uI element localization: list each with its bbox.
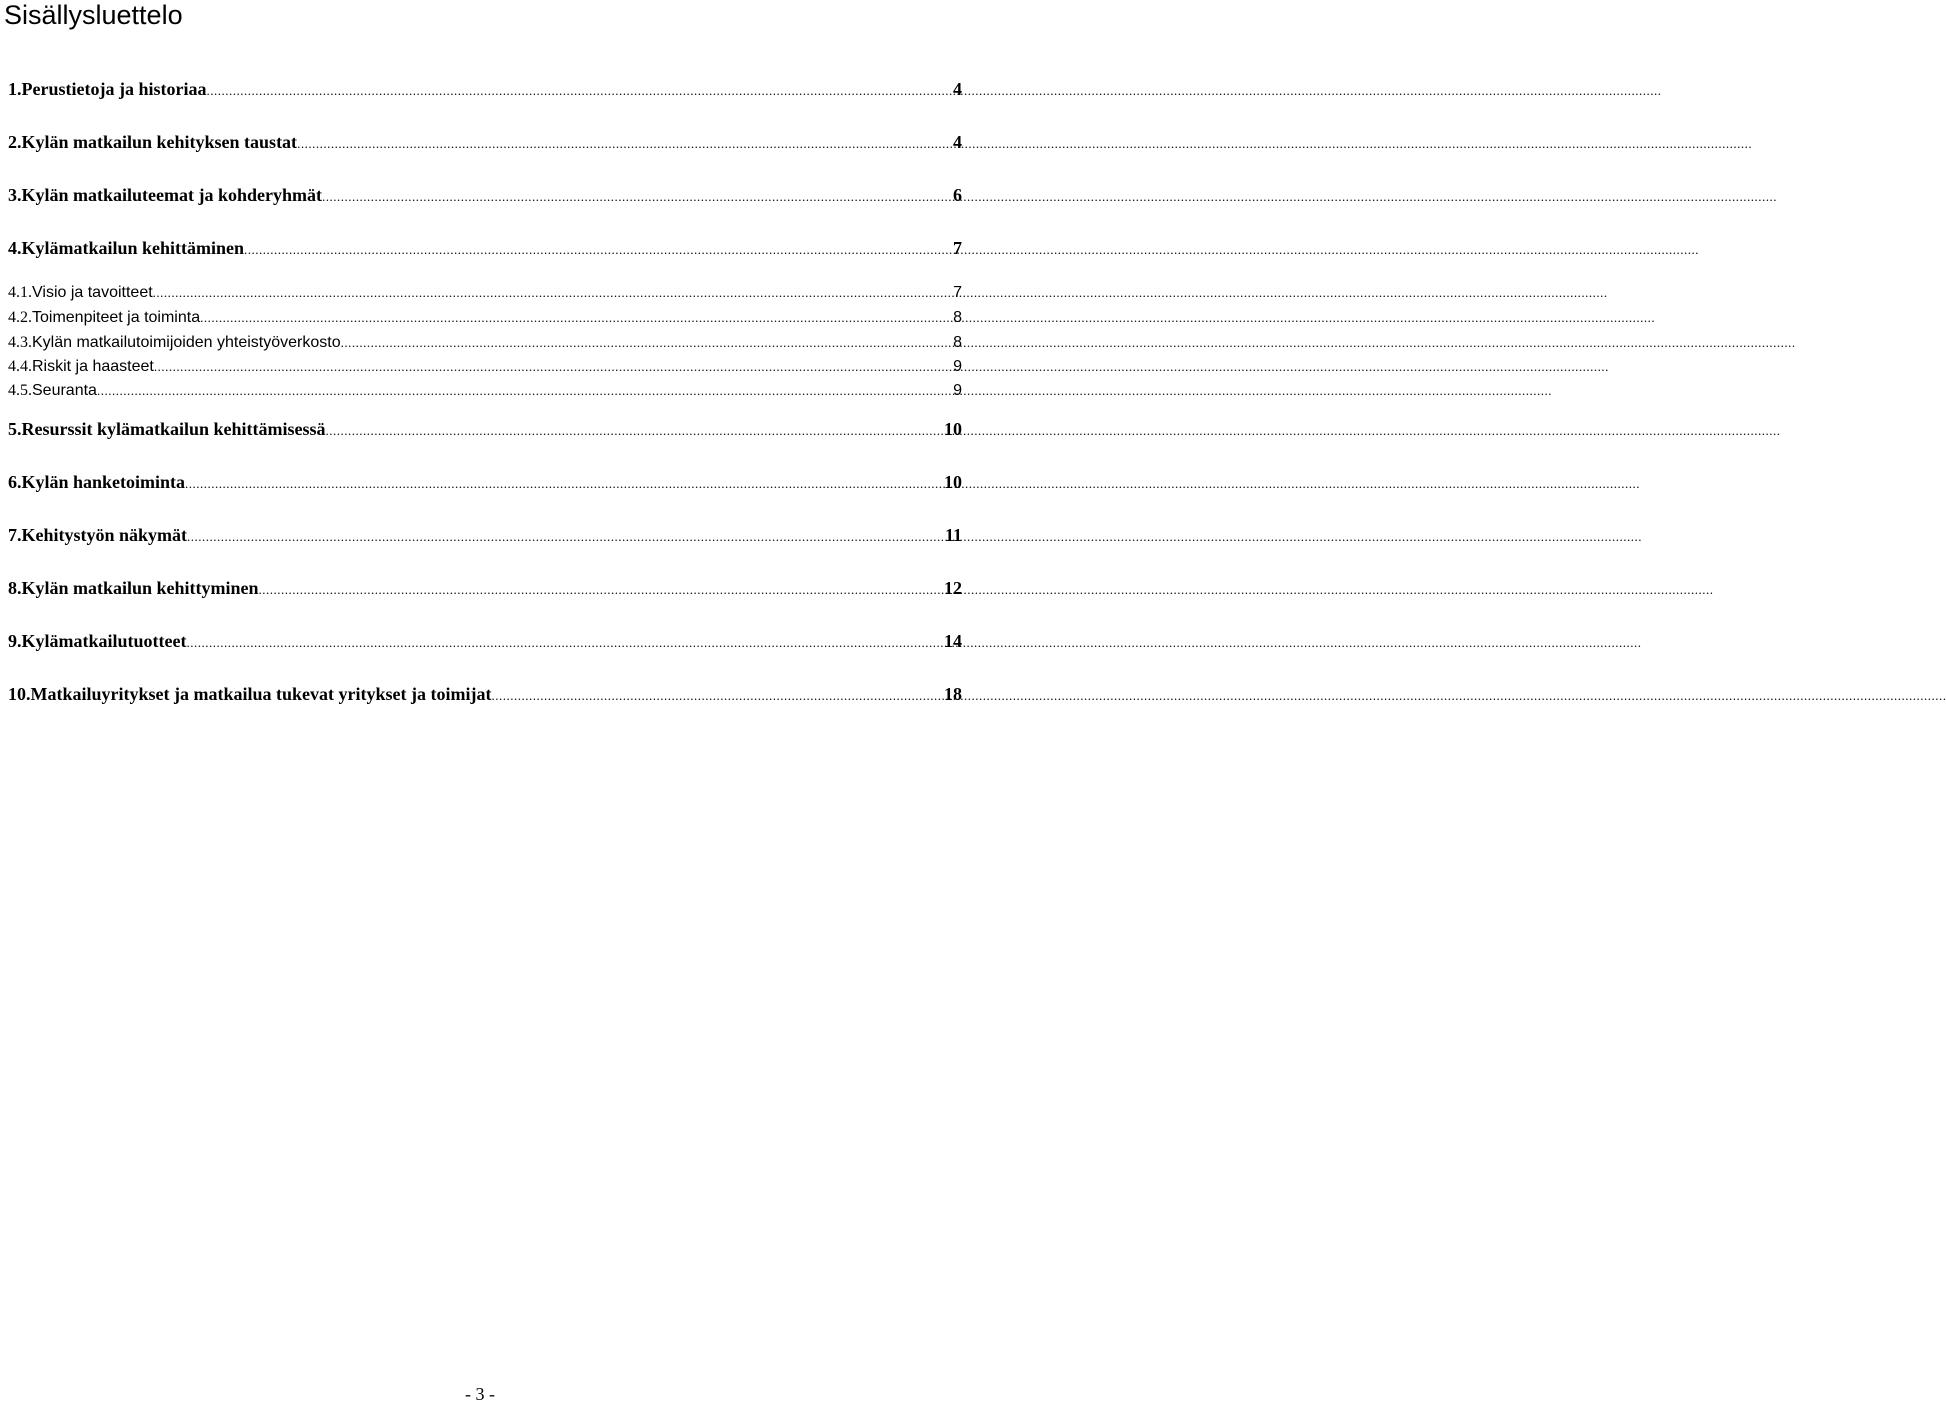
toc-entry-number: 10.: [8, 684, 31, 704]
toc-entry-text: Kylän matkailuteemat ja kohderyhmät: [21, 185, 322, 205]
toc-entry-4[interactable]: [8, 237, 962, 261]
toc-dot-leader: [244, 237, 949, 261]
toc-page-number: 12: [944, 578, 962, 598]
toc-entry-number: 4.2.: [8, 309, 32, 326]
toc-entry-number: 1.: [8, 79, 22, 99]
toc-entry-text: Resurssit kylämatkailun kehittämisessä: [21, 419, 326, 439]
toc-page-number: 9: [953, 358, 962, 375]
toc-dot-leader: [491, 683, 940, 707]
toc-page-number: 11: [944, 525, 962, 545]
toc-entry-number: 4.3.: [8, 334, 32, 351]
toc-entry-text: Kylän matkailun kehittyminen: [21, 578, 259, 598]
toc-dot-leader: [185, 471, 940, 495]
toc-entry-5[interactable]: [8, 418, 962, 442]
toc-dot-leader: [97, 381, 949, 401]
toc-dot-leader: [326, 418, 940, 442]
toc-entry-text: Kehitystyön näkymät: [21, 525, 188, 545]
toc-entry-number: 8.: [8, 578, 22, 598]
toc-entry-9[interactable]: [8, 630, 962, 654]
toc-page-number: 18: [944, 684, 962, 704]
toc-dot-leader: [206, 78, 949, 102]
toc-dot-leader: [322, 184, 949, 208]
toc-entry-text: Perustietoja ja historiaa: [21, 79, 207, 99]
page-number-footer: - 3 -: [465, 1384, 495, 1404]
toc-entry-4-1[interactable]: [8, 283, 962, 303]
toc-entry-text: Toimenpiteet ja toiminta: [32, 309, 201, 326]
toc-page-number: 7: [953, 284, 962, 301]
toc-entry-number: 5.: [8, 419, 22, 439]
toc-page-number: 7: [953, 238, 962, 258]
toc-entry-text: Kylän hanketoiminta: [21, 472, 186, 492]
toc-entry-text: Seuranta: [32, 382, 97, 399]
toc-entry-2[interactable]: [8, 131, 962, 155]
toc-dot-leader: [200, 308, 949, 328]
toc-entry-1[interactable]: [8, 78, 962, 102]
toc-entry-number: 3.: [8, 185, 22, 205]
toc-dot-leader: [187, 524, 941, 548]
toc-entry-4-5[interactable]: [8, 381, 962, 401]
toc-entry-4-2[interactable]: [8, 308, 962, 328]
toc-dot-leader: [259, 577, 940, 601]
toc-entry-number: 7.: [8, 525, 22, 545]
toc-entry-3[interactable]: [8, 184, 962, 208]
toc-entry-10[interactable]: [8, 683, 962, 707]
toc-entry-number: 2.: [8, 132, 22, 152]
toc-entry-number: 4.: [8, 238, 22, 258]
toc-entry-text: Riskit ja haasteet: [32, 358, 154, 375]
toc-dot-leader: [297, 131, 949, 155]
toc-page-number: 4: [953, 79, 962, 99]
toc-dot-leader: [153, 283, 949, 303]
toc-entry-number: 4.1.: [8, 284, 32, 301]
toc-dot-leader: [154, 357, 949, 377]
toc-entry-4-4[interactable]: [8, 357, 962, 377]
toc-page-number: 8: [953, 309, 962, 326]
toc-entry-text: Matkailuyritykset ja matkailua tukevat yritykset ja toimijat: [30, 684, 492, 704]
toc-entry-number: 4.5.: [8, 382, 32, 399]
toc-page-number: 8: [953, 334, 962, 351]
toc-entry-number: 6.: [8, 472, 22, 492]
toc-page-number: 10: [944, 472, 962, 492]
toc-page-number: 10: [944, 419, 962, 439]
toc-page-number: 4: [953, 132, 962, 152]
toc-entry-8[interactable]: [8, 577, 962, 601]
toc-entry-text: Kylän matkailutoimijoiden yhteistyöverkosto: [32, 334, 341, 351]
toc-entry-text: Kylämatkailun kehittäminen: [21, 238, 245, 258]
toc-dot-leader: [186, 630, 940, 654]
toc-entry-7[interactable]: [8, 524, 962, 548]
toc-entry-text: Kylämatkailutuotteet: [21, 631, 187, 651]
toc-page-number: 9: [953, 382, 962, 399]
toc-page-number: 14: [944, 631, 962, 651]
toc-entry-text: Visio ja tavoitteet: [32, 284, 153, 301]
page-title: Sisällysluettelo: [4, 0, 183, 30]
toc-page-number: 6: [953, 185, 962, 205]
toc-entry-6[interactable]: [8, 471, 962, 495]
toc-entry-number: 4.4.: [8, 358, 32, 375]
toc-entry-text: Kylän matkailun kehityksen taustat: [21, 132, 298, 152]
toc-entry-number: 9.: [8, 631, 22, 651]
toc-dot-leader: [341, 333, 950, 353]
toc-entry-4-3[interactable]: [8, 333, 962, 353]
